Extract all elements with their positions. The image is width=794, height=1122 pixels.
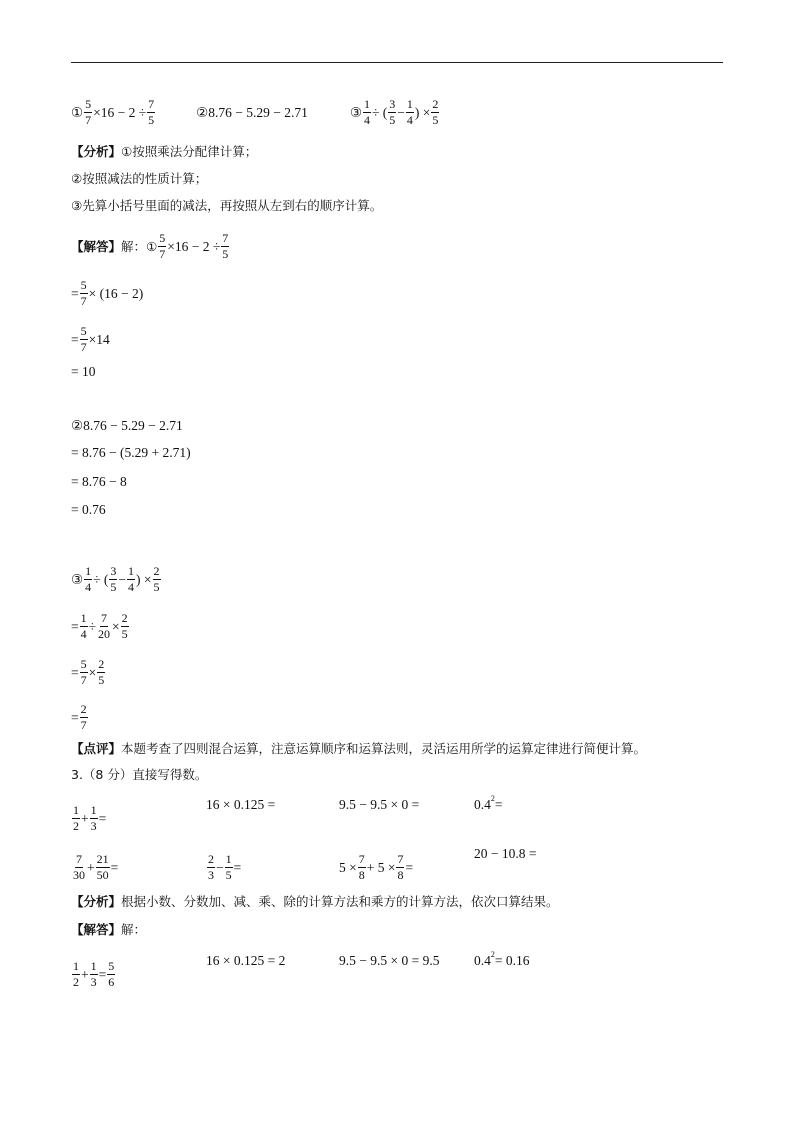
- q3-analysis: [71, 894, 559, 910]
- fraction: $\frac{5}{7}$: [80, 278, 87, 308]
- q3-ans-b: 16 × 0.125 = 2: [206, 953, 286, 968]
- fraction: $\frac{1}{2}$: [73, 959, 79, 989]
- fraction: $\frac{7}{5}$: [222, 231, 229, 261]
- expr-text: ) ×: [414, 104, 431, 120]
- p3-step-3: = $\frac{2}{7}$: [71, 702, 87, 732]
- q3-r2-b: $\frac{2}{3}$ − $\frac{1}{5}$ =: [208, 852, 242, 882]
- solution-tag: 【解答】: [71, 238, 122, 254]
- q3-analysis-tag: 【分析】: [71, 894, 122, 909]
- comment-line: [71, 741, 646, 757]
- comment-tag: 【点评】: [71, 741, 122, 756]
- analysis-tag: 【分析】: [71, 144, 122, 159]
- q3-answer-intro: 解：: [121, 922, 147, 937]
- q3-r1-a: $\frac{1}{2}$ + $\frac{1}{3}$ =: [73, 803, 107, 833]
- fraction: $\frac{7}{20}$: [98, 611, 111, 641]
- fraction: $\frac{1}{4}$: [406, 97, 413, 127]
- p3-head: ③ $\frac{1}{4}$ ÷ ( $\frac{3}{5}$ − $\frac{1}{4}$ ) × $\frac{2}{5}$: [71, 564, 160, 594]
- fraction: $\frac{5}{7}$: [80, 324, 87, 354]
- fraction: $\frac{2}{3}$: [208, 852, 214, 882]
- fraction: $\frac{7}{8}$: [358, 852, 365, 882]
- fraction: $\frac{2}{5}$: [98, 657, 105, 687]
- q3-r2-a: $\frac{7}{30}$ + $\frac{21}{50}$ =: [73, 852, 119, 882]
- q3-ans-a: $\frac{1}{2}$ + $\frac{1}{3}$ = $\frac{5}{6}$: [73, 959, 115, 989]
- p3-step-2: = $\frac{5}{7}$ × $\frac{2}{5}$: [71, 657, 105, 687]
- fraction: $\frac{5}{6}$: [108, 959, 115, 989]
- fraction: $\frac{5}{7}$: [85, 97, 92, 127]
- expr-2: 8.76 − 5.29 − 2.71: [208, 104, 308, 120]
- expr-text: ×16 − 2 ÷: [93, 104, 147, 120]
- q3-r1-b: 16 × 0.125 =: [206, 797, 276, 812]
- fraction: $\frac{2}{7}$: [80, 702, 87, 732]
- p1-step-2: = $\frac{5}{7}$ ×14: [71, 324, 110, 354]
- q3-title: 3.（8 分）直接写得数。: [71, 767, 208, 782]
- fraction: $\frac{2}{5}$: [432, 97, 439, 127]
- q3-analysis-text: 根据小数、分数加、减、乘、除的计算方法和乘方的计算方法，依次口算结果。: [121, 894, 559, 909]
- p2-step-3: = 0.76: [71, 502, 106, 517]
- q3-r2-d: 20 − 10.8 =: [474, 846, 537, 861]
- analysis-text: ①按照乘法分配律计算；: [121, 144, 258, 159]
- analysis-line-3: ③先算小括号里面的减法，再按照从左到右的顺序计算。: [71, 198, 383, 213]
- p2-step-1: = 8.76 − (5.29 + 2.71): [71, 445, 191, 460]
- q3-answer-tag: 【解答】: [71, 922, 122, 937]
- expr-text: −: [397, 104, 405, 120]
- fraction: $\frac{5}{7}$: [159, 231, 166, 261]
- circle-3: ③: [349, 104, 362, 120]
- analysis-line-2: ②按照减法的性质计算；: [71, 171, 208, 186]
- q3-r1-c: 9.5 − 9.5 × 0 =: [339, 797, 420, 812]
- p1-step-3: = 10: [71, 364, 96, 379]
- solution-head: [71, 232, 230, 261]
- q3-ans-d: 0.4 2 = 0.16: [474, 950, 530, 968]
- fraction: $\frac{3}{5}$: [110, 564, 117, 594]
- fraction: $\frac{1}{3}$: [90, 803, 97, 833]
- p3-step-1: = $\frac{1}{4}$ ÷ $\frac{7}{20}$ × $\frac{2}{5}$: [71, 611, 128, 641]
- fraction: $\frac{1}{4}$: [128, 564, 135, 594]
- expr-text: ÷ (: [371, 104, 388, 120]
- q3-ans-c: 9.5 − 9.5 × 0 = 9.5: [339, 953, 440, 968]
- fraction: $\frac{1}{2}$: [73, 803, 79, 833]
- fraction: $\frac{1}{4}$: [363, 97, 370, 127]
- p2-step-2: = 8.76 − 8: [71, 474, 127, 489]
- q3-r2-c: 5 × $\frac{7}{8}$ + 5 × $\frac{7}{8}$ =: [339, 852, 414, 882]
- p1-step-1: = $\frac{5}{7}$ × (16 − 2): [71, 278, 144, 308]
- fraction: $\frac{7}{8}$: [397, 852, 404, 882]
- fraction: $\frac{1}{4}$: [80, 611, 87, 641]
- q3-answer-head: [71, 922, 146, 938]
- solution-intro: 解：①: [121, 238, 158, 254]
- fraction: $\frac{2}{5}$: [121, 611, 128, 641]
- fraction: $\frac{7}{5}$: [148, 97, 155, 127]
- fraction: $\frac{3}{5}$: [389, 97, 396, 127]
- expr-text: ×16 − 2 ÷: [167, 238, 221, 254]
- circle-2: ②: [196, 104, 209, 120]
- p2-head: ②8.76 − 5.29 − 2.71: [71, 418, 183, 433]
- fraction: $\frac{1}{4}$: [85, 564, 92, 594]
- fraction: $\frac{5}{7}$: [80, 657, 87, 687]
- fraction: $\frac{1}{3}$: [90, 959, 97, 989]
- header-rule: [71, 62, 723, 63]
- q3-r1-d: 0.4 2 =: [474, 794, 503, 812]
- analysis-line-1: [71, 144, 257, 160]
- fraction: $\frac{7}{30}$: [73, 852, 85, 882]
- fraction: $\frac{1}{5}$: [225, 852, 232, 882]
- fraction: $\frac{2}{5}$: [153, 564, 160, 594]
- problem-line: [71, 98, 440, 127]
- comment-text: 本题考查了四则混合运算，注意运算顺序和运算法则，灵活运用所学的运算定律进行简便计算。: [121, 741, 647, 756]
- circle-1: ①: [71, 104, 84, 120]
- fraction: $\frac{21}{50}$: [96, 852, 109, 882]
